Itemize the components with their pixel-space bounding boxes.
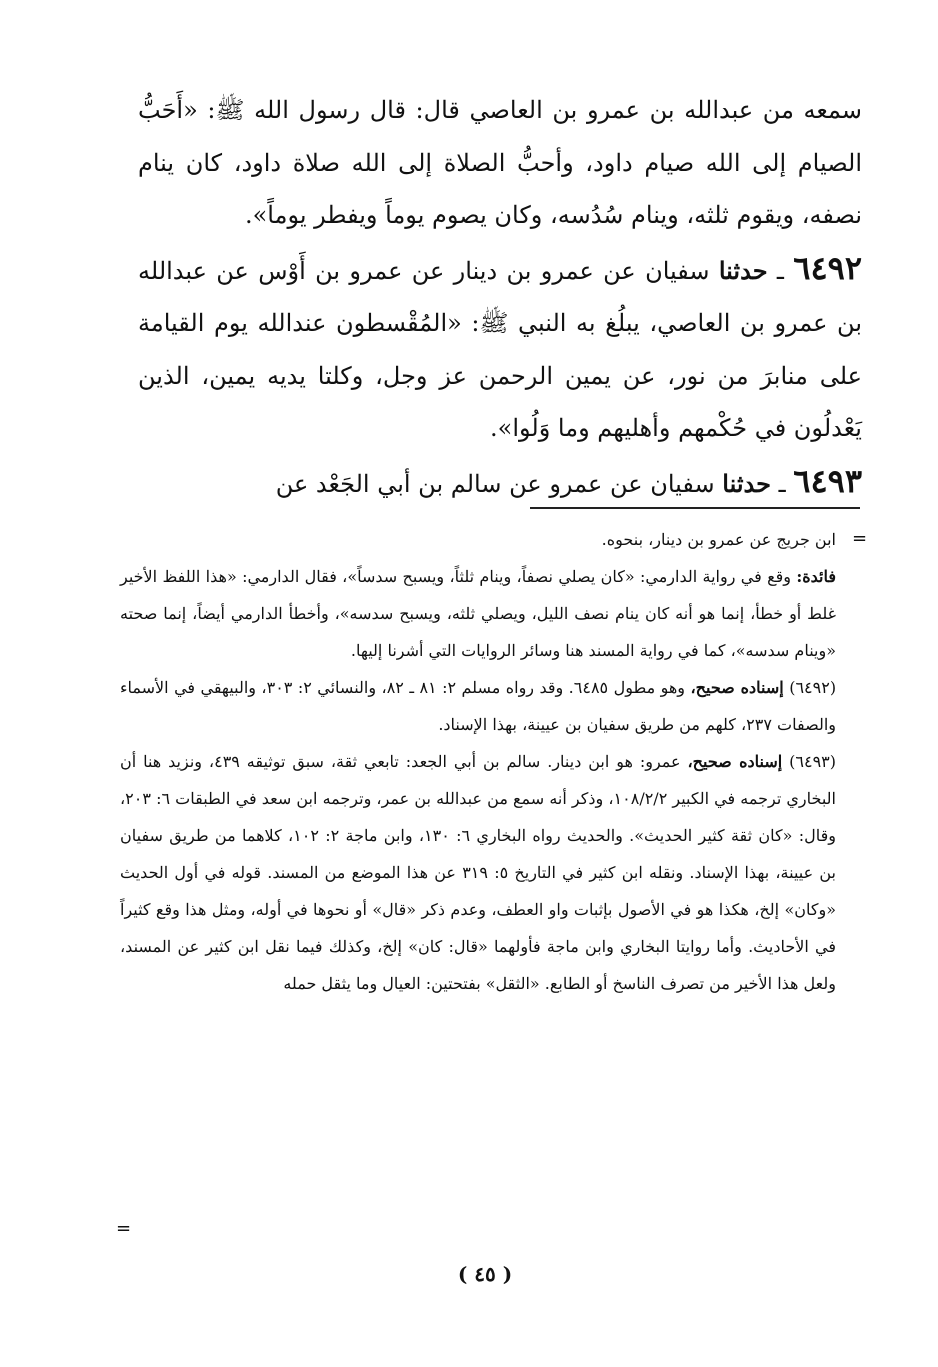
hadith-text: سفيان عن عمرو بن دينار عن عمرو بن أَوْس عن عبدالله بن عمرو بن العاصي، يبلُغ به النبي ﷺ: «المُقْسطون عندالله يوم القيامة على منابرَ من نور، عن يمين الرحمن عز وجل، وكلتا يديه يمين، الذين يَعْدلُون في حُكْمهم وأهليهم وما وَلُوا». — [138, 256, 862, 442]
footnote-6493 — [120, 743, 836, 1002]
faida-text: وقع في رواية الدارمي: «كان يصلي نصفاً، وينام ثلثاً، ويسبح سدساً»، فقال الدارمي: «هذا اللفظ الأخير غلط أو خطأ، إنما هو أنه كان ينام نصف الليل، ويصلي ثلثه، ويسبح سدسه»، وأخطأ الدارمي أيضاً، إنما صحته «وينام سدسه»، كما في رواية المسند هنا وسائر الروايات التي أشرنا إليها. — [120, 567, 837, 660]
hadith-6492: ٦٤٩٢ ـ حدثنا سفيان عن عمرو بن دينار عن عمرو بن أَوْس عن عبدالله بن عمرو بن العاصي، يبلُغ به النبي ﷺ: «المُقْسطون عندالله يوم القيامة على منابرَ من نور، عن يمين الرحمن عز وجل، وكلتا يديه يمين، الذين يَعْدلُون في حُكْمهم وأهليهم وما وَلُوا». — [138, 248, 862, 442]
footnote-label: إسناده صحيح، — [690, 678, 784, 697]
hadith-continuation: سمعه من عبدالله بن عمرو بن العاصي قال: قال رسول الله ﷺ: «أَحَبُّ الصيام إلى الله صيام داود، وأحبُّ الصلاة إلى الله صلاة داود، كان ينام نصفه، ويقوم ثلثه، وينام سُدُسه، وكان يصوم يوماً ويفطر يوماً». — [138, 96, 862, 229]
footnote-text: عمرو: هو ابن دينار. سالم بن أبي الجعد: تابعي ثقة، سبق توثيقه ٤٣٩، ونزيد هنا أن البخاري ترجمه في الكبير ١٠٨/٢/٢، وذكر أنه سمع من عبدالله بن عمر، وترجمه ابن سعد في الطبقات ٦: ٢٠٣، وقال: «كان ثقة كثير الحديث». والحديث رواه البخاري ٦: ١٣٠، وابن ماجة ٢: ١٠٢، كلاهما من طريق سفيان بن عيينة، بهذا الإسناد. ونقله ابن كثير في التاريخ ٥: ٣١٩ عن هذا الموضع من المسند. قوله في أول الحديث «وكان» إلخ، هكذا هو في الأصول بإثبات واو العطف، وعدم ذكر «قال» أو نحوها في أوله، ومثل هذا وقع كثيراً في الأحاديث. وأما روايتا البخاري وابن ماجة فأولهما «قال: كان» إلخ، وكذلك فيما نقل ابن كثير عن المسند، ولعل هذا الأخير من تصرف الناسخ أو الطابع. «الثقل» بفتحتين: العيال وما يثقل حمله — [120, 752, 837, 993]
footnote-text: وهو مطول ٦٤٨٥. وقد رواه مسلم ٢: ٨١ ـ ٨٢، والنسائي ٢: ٣٠٣، والبيهقي في الأسماء والصفات ٢٣٧، كلهم من طريق سفيان بن عيينة، بهذا الإسناد. — [120, 678, 836, 734]
footnote-6492 — [120, 669, 836, 743]
faida-label: فائدة: — [796, 567, 836, 586]
main-text — [138, 84, 862, 510]
hadith-lead: حدثنا — [718, 255, 768, 285]
footnote-line: ابن جريج عن عمرو بن دينار، بنحوه. — [601, 530, 836, 549]
page-number: ( ٤٥ ) — [457, 1262, 513, 1286]
footnote-faida — [120, 558, 836, 669]
hadith-number: ٦٤٩٣ — [793, 461, 862, 500]
continuation-mark-top: = — [852, 528, 868, 549]
footnote-label: إسناده صحيح، — [687, 752, 783, 771]
hadith-lead: حدثنا — [722, 468, 771, 498]
footnote-separator — [530, 507, 860, 509]
footnote-number: (٦٤٩٢) — [789, 678, 837, 697]
hadith-number: ٦٤٩٢ — [793, 248, 862, 287]
hadith-6493: ٦٤٩٣ ـ حدثنا سفيان عن عمرو عن سالم بن أبي الجَعْد عن — [275, 461, 862, 500]
footnotes — [120, 521, 836, 1002]
footnote-number: (٦٤٩٣) — [789, 752, 837, 771]
hadith-text: سفيان عن عمرو عن سالم بن أبي الجَعْد عن — [275, 469, 715, 498]
continuation-mark-bottom: = — [116, 1218, 132, 1239]
